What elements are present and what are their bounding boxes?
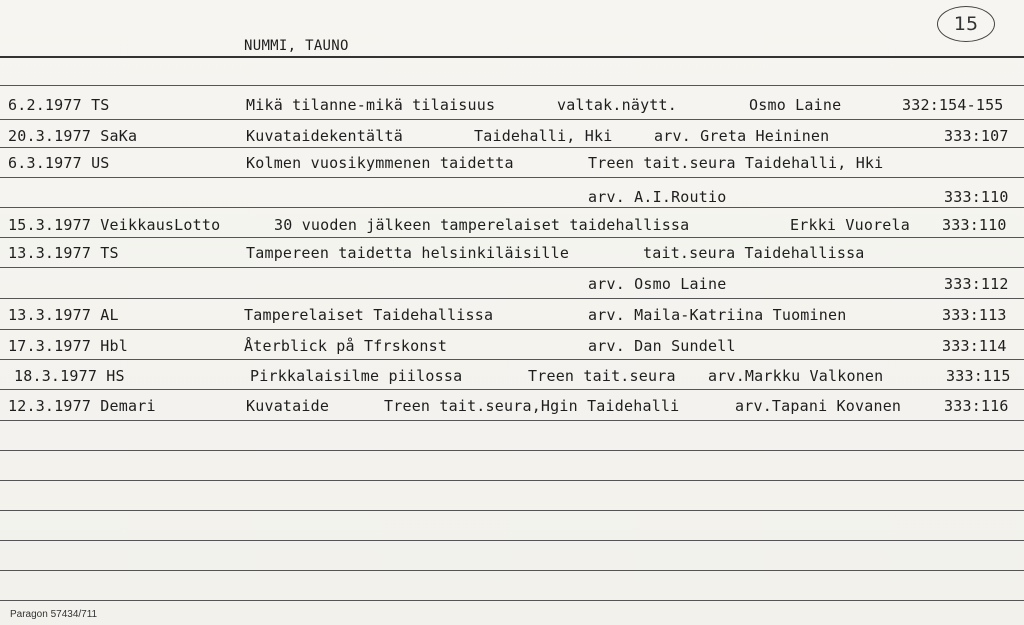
entry-critic: arv.Markku Valkonen <box>708 367 884 385</box>
entry-title: Kuvataide <box>246 397 330 415</box>
page-number: 15 <box>953 13 979 35</box>
entry-details: Treen tait.seura <box>528 367 676 385</box>
rule-line <box>0 147 1024 148</box>
entry-ref: 333:113 <box>942 306 1007 324</box>
entry-date-source: 6.3.1977 US <box>8 154 110 172</box>
rule-line <box>0 570 1024 571</box>
rule-line <box>0 480 1024 481</box>
header-rule <box>0 56 1024 58</box>
page-number-circle <box>937 6 995 42</box>
rule-line <box>0 85 1024 86</box>
rule-line <box>0 177 1024 178</box>
entry-critic: arv.Tapani Kovanen <box>735 397 902 415</box>
entry-details: tait.seura Taidehallissa <box>643 244 865 262</box>
entry-ref: 333:112 <box>944 275 1009 293</box>
entry-date-source: 18.3.1977 HS <box>14 367 125 385</box>
entry-date-source: 12.3.1977 Demari <box>8 397 156 415</box>
entry-title: Återblick på Tfrskonst <box>244 337 448 355</box>
rule-line <box>0 540 1024 541</box>
rule-line <box>0 600 1024 601</box>
entry-critic: arv. Osmo Laine <box>588 275 727 293</box>
entry-critic: Osmo Laine <box>749 96 842 114</box>
rule-line <box>0 510 1024 511</box>
entry-title: Pirkkalaisilme piilossa <box>250 367 463 385</box>
card-name: NUMMI, TAUNO <box>244 38 349 54</box>
entry-ref: 333:114 <box>942 337 1007 355</box>
entry-details: Treen tait.seura Taidehalli, Hki <box>588 154 884 172</box>
entry-ref: 333:110 <box>944 188 1009 206</box>
entry-ref: 333:116 <box>944 397 1009 415</box>
entry-title: Mikä tilanne-mikä tilaisuus <box>246 96 496 114</box>
rule-line <box>0 420 1024 421</box>
entry-critic: Erkki Vuorela <box>790 216 910 234</box>
entry-date-source: 13.3.1977 TS <box>8 244 119 262</box>
rule-line <box>0 237 1024 238</box>
rule-line <box>0 298 1024 299</box>
entry-details: Treen tait.seura,Hgin Taidehalli <box>384 397 680 415</box>
rule-line <box>0 389 1024 390</box>
entry-title: 30 vuoden jälkeen tamperelaiset taidehallissa <box>274 216 690 234</box>
rule-line <box>0 119 1024 120</box>
entry-ref: 332:154-155 <box>902 96 1004 114</box>
entry-critic: arv. Greta Heininen <box>654 127 830 145</box>
rule-line <box>0 207 1024 208</box>
entry-date-source: 15.3.1977 VeikkausLotto <box>8 216 221 234</box>
entry-date-source: 17.3.1977 Hbl <box>8 337 128 355</box>
rule-line <box>0 450 1024 451</box>
entry-ref: 333:107 <box>944 127 1009 145</box>
entry-date-source: 20.3.1977 SaKa <box>8 127 138 145</box>
rule-line <box>0 329 1024 330</box>
entry-date-source: 13.3.1977 AL <box>8 306 119 324</box>
entry-details: valtak.näytt. <box>557 96 677 114</box>
entry-date-source: 6.2.1977 TS <box>8 96 110 114</box>
entry-critic: arv. A.I.Routio <box>588 188 727 206</box>
entry-details: Taidehalli, Hki <box>474 127 613 145</box>
entry-critic: arv. Maila-Katriina Tuominen <box>588 306 847 324</box>
rule-line <box>0 267 1024 268</box>
entry-title: Kuvataidekentältä <box>246 127 403 145</box>
entry-title: Kolmen vuosikymmenen taidetta <box>246 154 514 172</box>
entry-title: Tamperelaiset Taidehallissa <box>244 306 494 324</box>
entry-critic: arv. Dan Sundell <box>588 337 736 355</box>
rule-line <box>0 359 1024 360</box>
entry-ref: 333:110 <box>942 216 1007 234</box>
printer-imprint: Paragon 57434/711 <box>10 609 98 620</box>
entry-ref: 333:115 <box>946 367 1011 385</box>
entry-title: Tampereen taidetta helsinkiläisille <box>246 244 570 262</box>
